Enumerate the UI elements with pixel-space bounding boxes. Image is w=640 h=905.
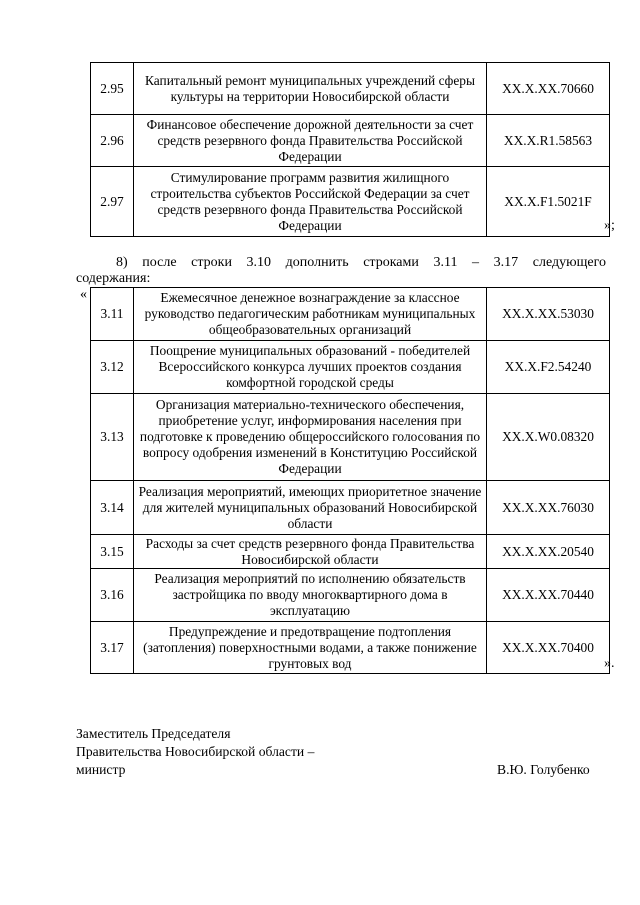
- table-row: [91, 569, 610, 622]
- table-row: [91, 341, 610, 394]
- signatory-name: В.Ю. Голубенко: [497, 762, 590, 777]
- row-name: Финансовое обеспечение дорожной деятельности за счет средств резервного фонда Правительства Российской Федерации: [134, 115, 487, 167]
- budget-table-new-rows: [90, 287, 610, 674]
- row-code: ХХ.Х.F2.54240: [487, 341, 610, 394]
- row-number: 3.12: [91, 341, 134, 394]
- row-name: Ежемесячное денежное вознаграждение за классное руководство педагогическим работникам муниципальных общеобразовательных организаций: [134, 288, 487, 341]
- signature-title-line2: Правительства Новосибирской области –: [76, 744, 315, 759]
- table-row: [91, 115, 610, 167]
- row-name: Реализация мероприятий по исполнению обязательств застройщика по вводу многоквартирного дома в эксплуатацию: [134, 569, 487, 622]
- row-number: 3.17: [91, 622, 134, 674]
- row-code: ХХ.Х.ХХ.20540: [487, 535, 610, 569]
- table-row: [91, 394, 610, 481]
- table-row: [91, 167, 610, 237]
- row-code: ХХ.Х.ХХ.70400: [487, 622, 610, 674]
- signature-title-line1: Заместитель Председателя: [76, 726, 231, 741]
- row-number: 3.14: [91, 481, 134, 535]
- table-row: [91, 622, 610, 674]
- row-number: 3.15: [91, 535, 134, 569]
- row-number: 2.95: [91, 63, 134, 115]
- amendment-paragraph-continuation: содержания:: [76, 271, 151, 286]
- closing-quote: ».: [604, 656, 615, 671]
- row-name: Поощрение муниципальных образований - победителей Всероссийского конкурса лучших проектов создания комфортной городской среды: [134, 341, 487, 394]
- row-code: ХХ.Х.ХХ.70440: [487, 569, 610, 622]
- row-name: Организация материально-технического обеспечения, приобретение услуг, информирования населения при подготовке к проведению общероссийского голосования по вопросу одобрения изменений в Конституцию Российской Федерации: [134, 394, 487, 481]
- opening-quote: «: [80, 287, 87, 302]
- row-name: Стимулирование программ развития жилищного строительства субъектов Российской Федерации за счет средств резервного фонда Правительства Российской Федерации: [134, 167, 487, 237]
- row-number: 3.13: [91, 394, 134, 481]
- row-number: 3.11: [91, 288, 134, 341]
- amendment-paragraph: 8) после строки 3.10 дополнить строками 3.11 – 3.17 следующего: [116, 255, 606, 270]
- row-name: Расходы за счет средств резервного фонда Правительства Новосибирской области: [134, 535, 487, 569]
- row-code: ХХ.Х.ХХ.70660: [487, 63, 610, 115]
- row-name: Предупреждение и предотвращение подтопления (затопления) поверхностными водами, а также понижение грунтовых вод: [134, 622, 487, 674]
- row-code: ХХ.Х.F1.5021F: [487, 167, 610, 237]
- signature-title-line3: министр: [76, 762, 126, 777]
- row-code: ХХ.Х.R1.58563: [487, 115, 610, 167]
- table-row: [91, 288, 610, 341]
- row-number: 2.97: [91, 167, 134, 237]
- row-name: Реализация мероприятий, имеющих приоритетное значение для жителей муниципальных образований Новосибирской области: [134, 481, 487, 535]
- closing-quote: »;: [604, 218, 615, 233]
- table-row: [91, 535, 610, 569]
- row-name: Капитальный ремонт муниципальных учреждений сферы культуры на территории Новосибирской области: [134, 63, 487, 115]
- table-row: [91, 63, 610, 115]
- row-code: ХХ.Х.W0.08320: [487, 394, 610, 481]
- row-code: ХХ.Х.ХХ.76030: [487, 481, 610, 535]
- budget-table-continuation: [90, 62, 610, 237]
- row-code: ХХ.Х.ХХ.53030: [487, 288, 610, 341]
- row-number: 2.96: [91, 115, 134, 167]
- row-number: 3.16: [91, 569, 134, 622]
- table-row: [91, 481, 610, 535]
